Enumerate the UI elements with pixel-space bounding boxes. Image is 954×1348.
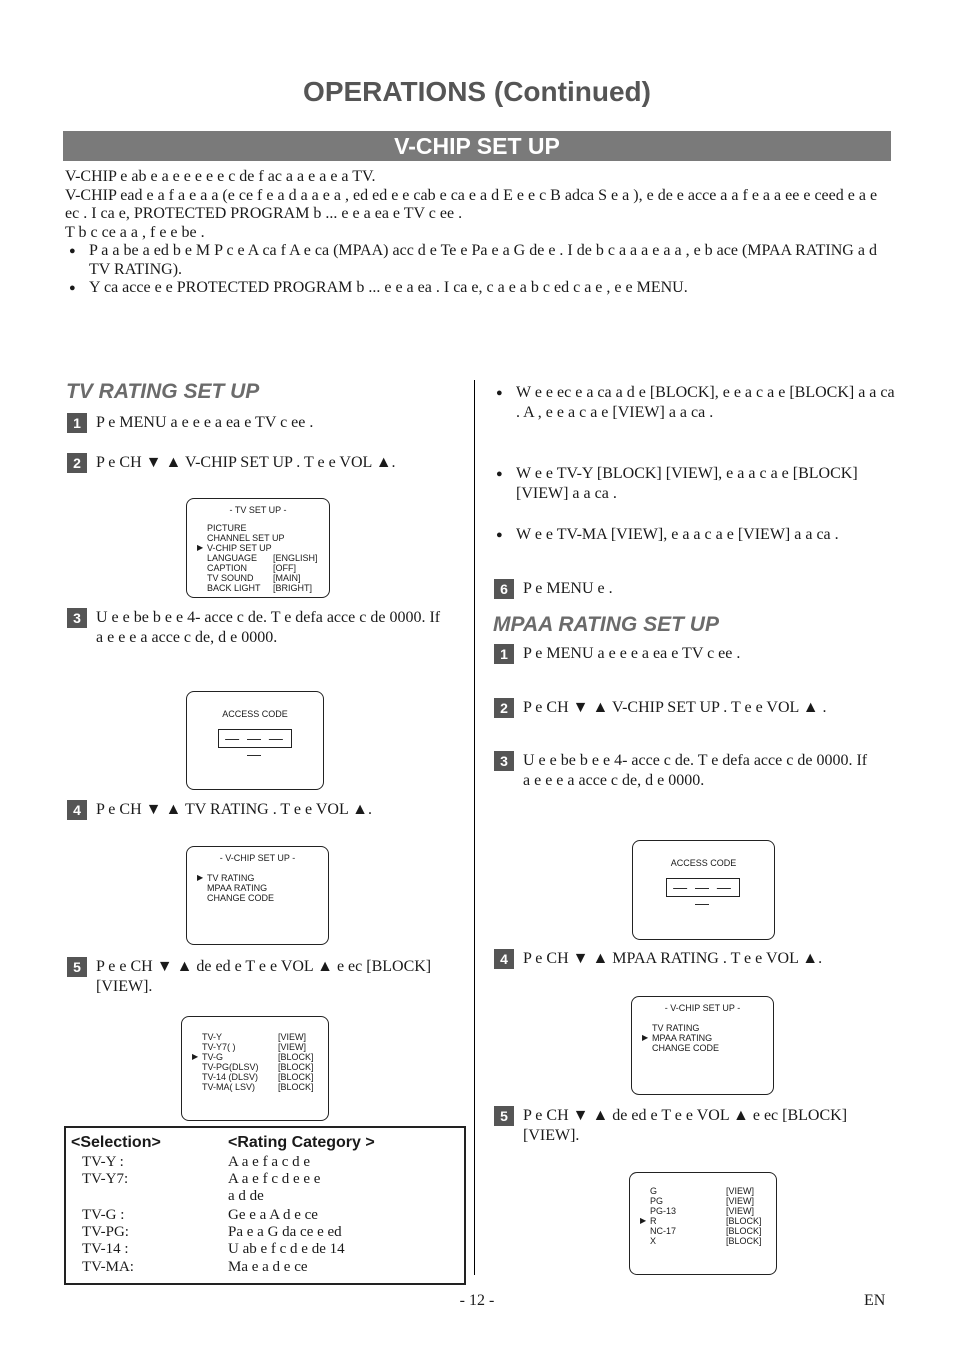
- category-cell: Pa e a G da ce e ed: [228, 1224, 342, 1240]
- vchip-menu-screen: [186, 846, 329, 945]
- category-cell: Ge e a A d e ce: [228, 1207, 318, 1223]
- menu-item: ▶ TV RATING: [197, 873, 255, 883]
- menu-item: ▶ MPAA RATING: [642, 1033, 713, 1043]
- step-number: 1: [67, 413, 87, 433]
- step-number: 4: [67, 800, 87, 820]
- column-divider: [474, 380, 475, 1275]
- step-text: U e e be b e e 4- acce c de. T e defa acce c de 0000. If a e e e a acce c de, d e 0000.: [96, 609, 441, 646]
- menu-item: TV SOUND [MAIN]: [207, 573, 301, 583]
- step-number: 4: [494, 949, 514, 969]
- step-number: 6: [494, 579, 514, 599]
- category-cell: a d de: [228, 1188, 264, 1204]
- access-code-input[interactable]: — — — —: [666, 878, 740, 897]
- cursor-arrow-icon: ▶: [197, 873, 204, 882]
- step-text: P e MENU a e e e a ea e TV c ee .: [96, 414, 314, 431]
- tv-rating-heading: TV RATING SET UP: [66, 380, 260, 403]
- page-title: OPERATIONS (Continued): [303, 76, 651, 107]
- rating-row: PG [VIEW]: [650, 1196, 755, 1206]
- step-number: 5: [494, 1106, 514, 1126]
- menu-item: MPAA RATING: [207, 883, 268, 893]
- rating-row: ▶ R [BLOCK]: [640, 1216, 762, 1226]
- intro-paragraph: T b c ce a a , f e e be .: [65, 223, 205, 241]
- step-number: 2: [67, 453, 87, 473]
- access-code-input[interactable]: — — — —: [218, 729, 292, 748]
- menu-header: - V-CHIP SET UP -: [219, 853, 296, 863]
- selection-cell: TV-Y7:: [82, 1171, 129, 1187]
- step-text: U e e be b e e 4- acce c de. T e defa acce c de 0000. If a e e e a acce c de, d e 0000.: [523, 752, 868, 789]
- selection-header: <Selection>: [71, 1134, 161, 1151]
- vchip-menu-screen: [631, 996, 774, 1095]
- tv-setup-menu-screen: [186, 498, 330, 598]
- category-cell: U ab e f c d e de 14: [228, 1241, 345, 1257]
- access-code-screen: [186, 691, 324, 790]
- step-text: P e CH ▼ ▲ MPAA RATING . T e e VOL ▲.: [523, 950, 823, 967]
- category-cell: Ma e a d e ce: [228, 1259, 308, 1275]
- rating-row: TV-PG(DLSV) [BLOCK]: [202, 1062, 314, 1072]
- rating-row: ▶ TV-G [BLOCK]: [192, 1052, 314, 1062]
- rating-row: G [VIEW]: [650, 1186, 755, 1196]
- note-bullet: ● W e e ec e a ca a d e [BLOCK], e e a c a e [BLOCK] a a ca . A , e e a c a e [VIEW] a a ca .: [496, 383, 896, 423]
- menu-item: CAPTION [OFF]: [207, 563, 296, 573]
- step-text: P e MENU e .: [523, 580, 613, 597]
- step-number: 3: [494, 751, 514, 771]
- step-text: P e CH ▼ ▲ TV RATING . T e e VOL ▲.: [96, 801, 372, 818]
- intro-paragraph: V-CHIP ead e a f a e a a (e ce f e a d a a e a , ed ed e e cab e ca e a d E e e c B adca S e a ), e de e acce a a f e a a ee e ceed e a e ec . I ca e, PROTECTED PROGRAM b ... e e a ea e TV c ee .: [65, 186, 878, 222]
- step-number: 2: [494, 698, 514, 718]
- menu-item: CHANGE CODE: [652, 1043, 720, 1053]
- language-code: EN: [864, 1292, 886, 1309]
- rating-row: TV-14 (DLSV) [BLOCK]: [202, 1072, 314, 1082]
- rating-row: TV-Y7( ) [VIEW]: [202, 1042, 307, 1052]
- rating-row: NC-17 [BLOCK]: [650, 1226, 762, 1236]
- selection-cell: TV-MA:: [82, 1259, 134, 1275]
- step-number: 5: [67, 957, 87, 977]
- rating-row: PG-13 [VIEW]: [650, 1206, 755, 1216]
- selection-cell: TV-G :: [82, 1207, 125, 1223]
- menu-item: PICTURE: [207, 523, 247, 533]
- cursor-arrow-icon: ▶: [640, 1216, 647, 1225]
- menu-item: BACK LIGHT [BRIGHT]: [207, 583, 313, 593]
- menu-item: CHANNEL SET UP: [207, 533, 285, 543]
- page-number: - 12 -: [459, 1292, 495, 1309]
- category-cell: A a e f a c d e: [228, 1154, 311, 1170]
- menu-item: TV RATING: [652, 1023, 700, 1033]
- step-text: P e CH ▼ ▲ de ed e T e e VOL ▲ e ec [BLOCK] [VIEW].: [523, 1107, 848, 1144]
- cursor-arrow-icon: ▶: [197, 543, 204, 552]
- cursor-arrow-icon: ▶: [192, 1052, 199, 1061]
- rating-row: TV-Y [VIEW]: [202, 1032, 307, 1042]
- step-text: P e e CH ▼ ▲ de ed e T e e VOL ▲ e ec [BLOCK] [VIEW].: [96, 958, 432, 995]
- step-number: 3: [67, 608, 87, 628]
- step-text: P e CH ▼ ▲ V-CHIP SET UP . T e e VOL ▲ .: [523, 699, 827, 716]
- access-code-label: ACCESS CODE: [222, 709, 288, 719]
- note-bullet: ● W e e TV-Y [BLOCK] [VIEW], e a a c a e [BLOCK] [VIEW] a a ca .: [496, 464, 896, 504]
- intro-bullet: ● Y ca acce e e PROTECTED PROGRAM b ... e e a ea . I ca e, c a e a b c ed c a e , e e MENU.: [65, 279, 895, 298]
- rating-row: TV-MA( LSV) [BLOCK]: [202, 1082, 314, 1092]
- step-text: P e MENU a e e e a ea e TV c ee .: [523, 645, 741, 662]
- menu-item: LANGUAGE [ENGLISH]: [207, 553, 318, 563]
- selection-cell: TV-Y :: [82, 1154, 124, 1170]
- rating-row: X [BLOCK]: [650, 1236, 762, 1246]
- selection-cell: TV-PG:: [82, 1224, 129, 1240]
- cursor-arrow-icon: ▶: [642, 1033, 649, 1042]
- menu-item: CHANGE CODE: [207, 893, 275, 903]
- menu-item: ▶ V-CHIP SET UP: [197, 543, 272, 553]
- access-code-screen: [632, 840, 775, 940]
- note-bullet: ● W e e TV-MA [VIEW], e a a c a e [VIEW] a a ca .: [496, 525, 896, 545]
- intro-paragraph: V-CHIP e ab e a e e e e e c de f ac a a e a e a TV.: [65, 168, 376, 185]
- category-cell: A a e f c d e e e: [228, 1171, 321, 1187]
- category-header: <Rating Category >: [228, 1134, 375, 1151]
- step-number: 1: [494, 644, 514, 664]
- section-banner: V-CHIP SET UP: [63, 131, 891, 161]
- menu-header: - TV SET UP -: [229, 505, 287, 515]
- mpaa-rating-heading: MPAA RATING SET UP: [493, 613, 719, 636]
- step-text: P e CH ▼ ▲ V-CHIP SET UP . T e e VOL ▲.: [96, 454, 396, 471]
- mpaa-ratings-screen: [629, 1172, 777, 1275]
- access-code-label: ACCESS CODE: [670, 858, 737, 868]
- intro-text: [65, 168, 895, 298]
- selection-table: [64, 1126, 466, 1285]
- selection-cell: TV-14 :: [82, 1241, 129, 1257]
- intro-bullet: ● P a a be a ed b e M P c e A ca f A e ca (MPAA) acc d e Te e Pa e a G de e . I de b c a a a e a a , e b ace (MPAA RATING a d TV RATING).: [65, 242, 895, 279]
- menu-header: - V-CHIP SET UP -: [664, 1003, 741, 1013]
- tv-ratings-screen: [181, 1016, 329, 1121]
